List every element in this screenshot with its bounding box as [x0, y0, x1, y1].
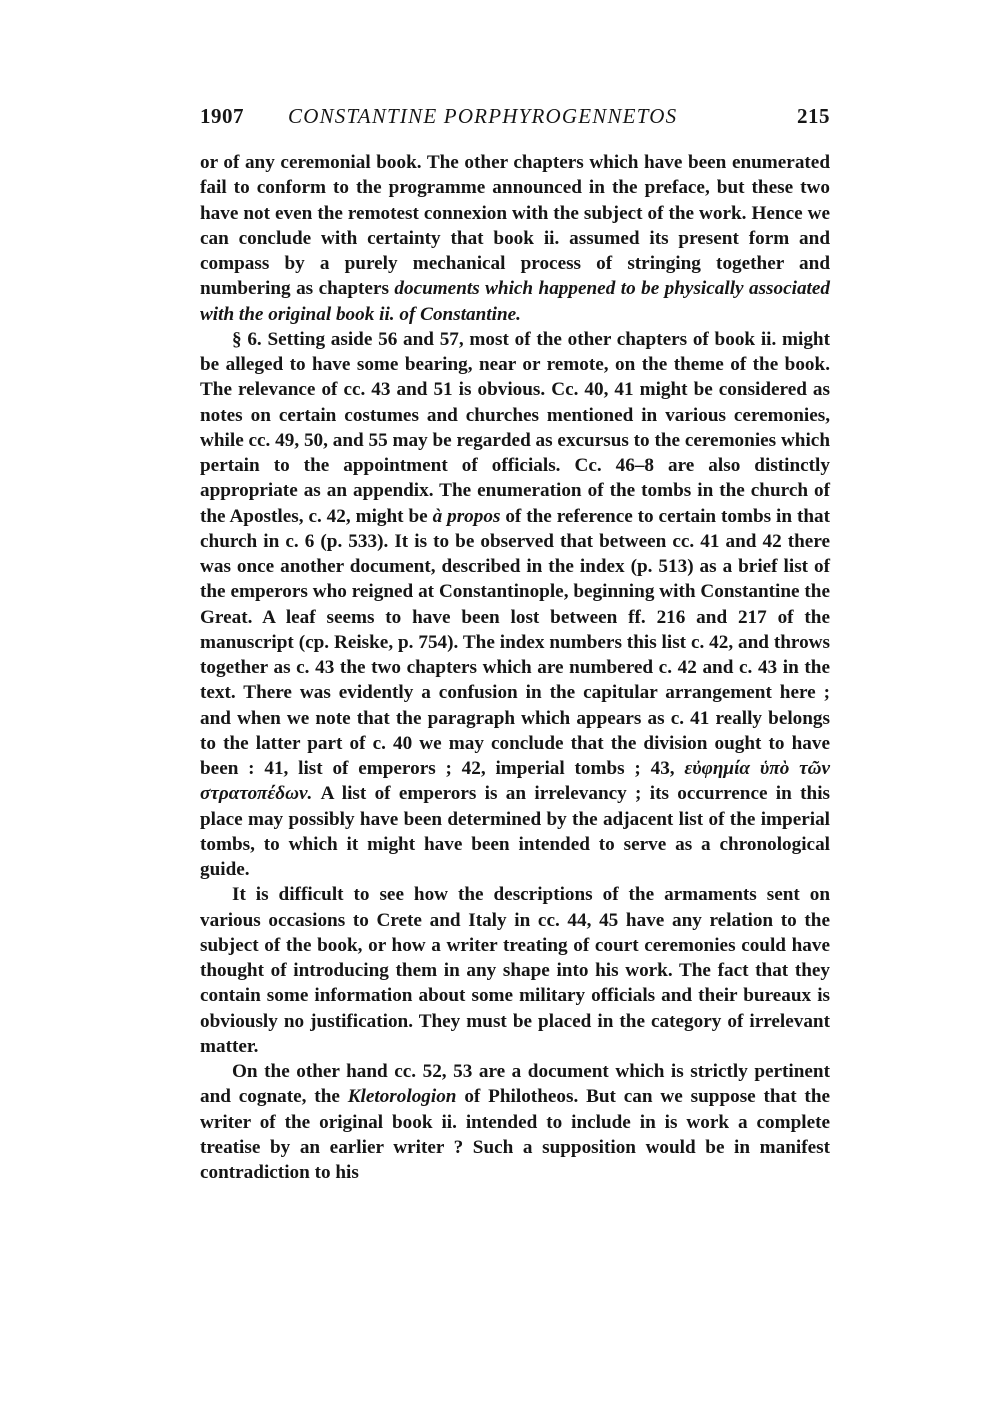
paragraph-3-text: It is difficult to see how the descriptions of the armaments sent on various occasions to Crete and Italy in cc. 44, 45 have any relation to the subject of the book, or how a writer treating of court ceremonies could have thought of introducing them in any shape into his work. The fact that they contain some information about some military officials and their bureaux is obviously no justification. They must be placed in the category of irrelevant matter.: [200, 884, 830, 1057]
paragraph-4: [200, 1059, 830, 1185]
paragraph-2-text-b: of the reference to certain tombs in that church in c. 6 (p. 533). It is to be observed that between cc. 41 and 42 there was once another document, described in the index (p. 513) as a brief list of the emperors who reigned at Constantinople, beginning with Constantine the Great. A leaf seems to have been lost between ff. 216 and 217 of the manuscript (cp. Reiske, p. 754). The index numbers this list c. 42, and throws together as c. 43 the two chapters which are numbered c. 42 and c. 43 in the text. There was evidently a confusion in the capitular arrangement here ; and when we note that the paragraph which appears as c. 41 really belongs to the latter part of c. 40 we may conclude that the division ought to have been : 41, list of emperors ; 42, imperial tombs ; 43,: [200, 505, 830, 779]
paragraph-1: [200, 150, 830, 327]
paragraph-4-text-b: of Philotheos. But can we suppose that the writer of the original book ii. intended to include in is work a complete treatise by an earlier writer ? Such a supposition would be in manifest contradiction to his: [200, 1086, 831, 1183]
running-head: [200, 104, 830, 132]
header-year: 1907: [200, 104, 244, 128]
paragraph-3: [200, 882, 830, 1059]
page-number: 215: [797, 104, 830, 128]
paragraph-1-italic: documents which happened to be physically associated with the original book ii. of Constantine.: [200, 278, 830, 325]
body-text: [200, 150, 830, 1185]
paragraph-4-text-a: On the other hand cc. 52, 53 are a document which is strictly pertinent and cognate, the: [200, 1061, 830, 1108]
paragraph-2-greek: εὐφημία ὑπὸ τῶν στρατοπέδων.: [200, 758, 830, 805]
header-title: CONSTANTINE PORPHYROGENNETOS: [288, 104, 678, 128]
paragraph-2-text-c: A list of emperors is an irrelevancy ; its occurrence in this place may possibly have been determined by the adjacent list of the imperial tombs, to which it might have been intended to serve as a chronological guide.: [200, 783, 830, 880]
paragraph-2-text-a: § 6. Setting aside 56 and 57, most of the other chapters of book ii. might be alleged to have some bearing, near or remote, on the theme of the book. The relevance of cc. 43 and 51 is obvious. Cc. 40, 41 might be considered as notes on certain costumes and churches mentioned in various ceremonies, while cc. 49, 50, and 55 may be regarded as excursus to the ceremonies which pertain to the appointment of officials. Cc. 46–8 are also distinctly appropriate as an appendix. The enumeration of the tombs in the church of the Apostles, c. 42, might be: [200, 328, 830, 527]
paragraph-2-italic-a: à propos: [432, 505, 501, 527]
paragraph-2: [200, 327, 830, 883]
paragraph-4-italic: Kletorologion: [347, 1086, 457, 1108]
paragraph-1-text: or of any ceremonial book. The other chapters which have been enumerated fail to conform to the programme announced in the preface, but these two have not even the remotest connexion with the subject of the work. Hence we can conclude with certainty that book ii. assumed its present form and compass by a purely mechanical process of stringing together and numbering as chapters: [200, 152, 830, 300]
